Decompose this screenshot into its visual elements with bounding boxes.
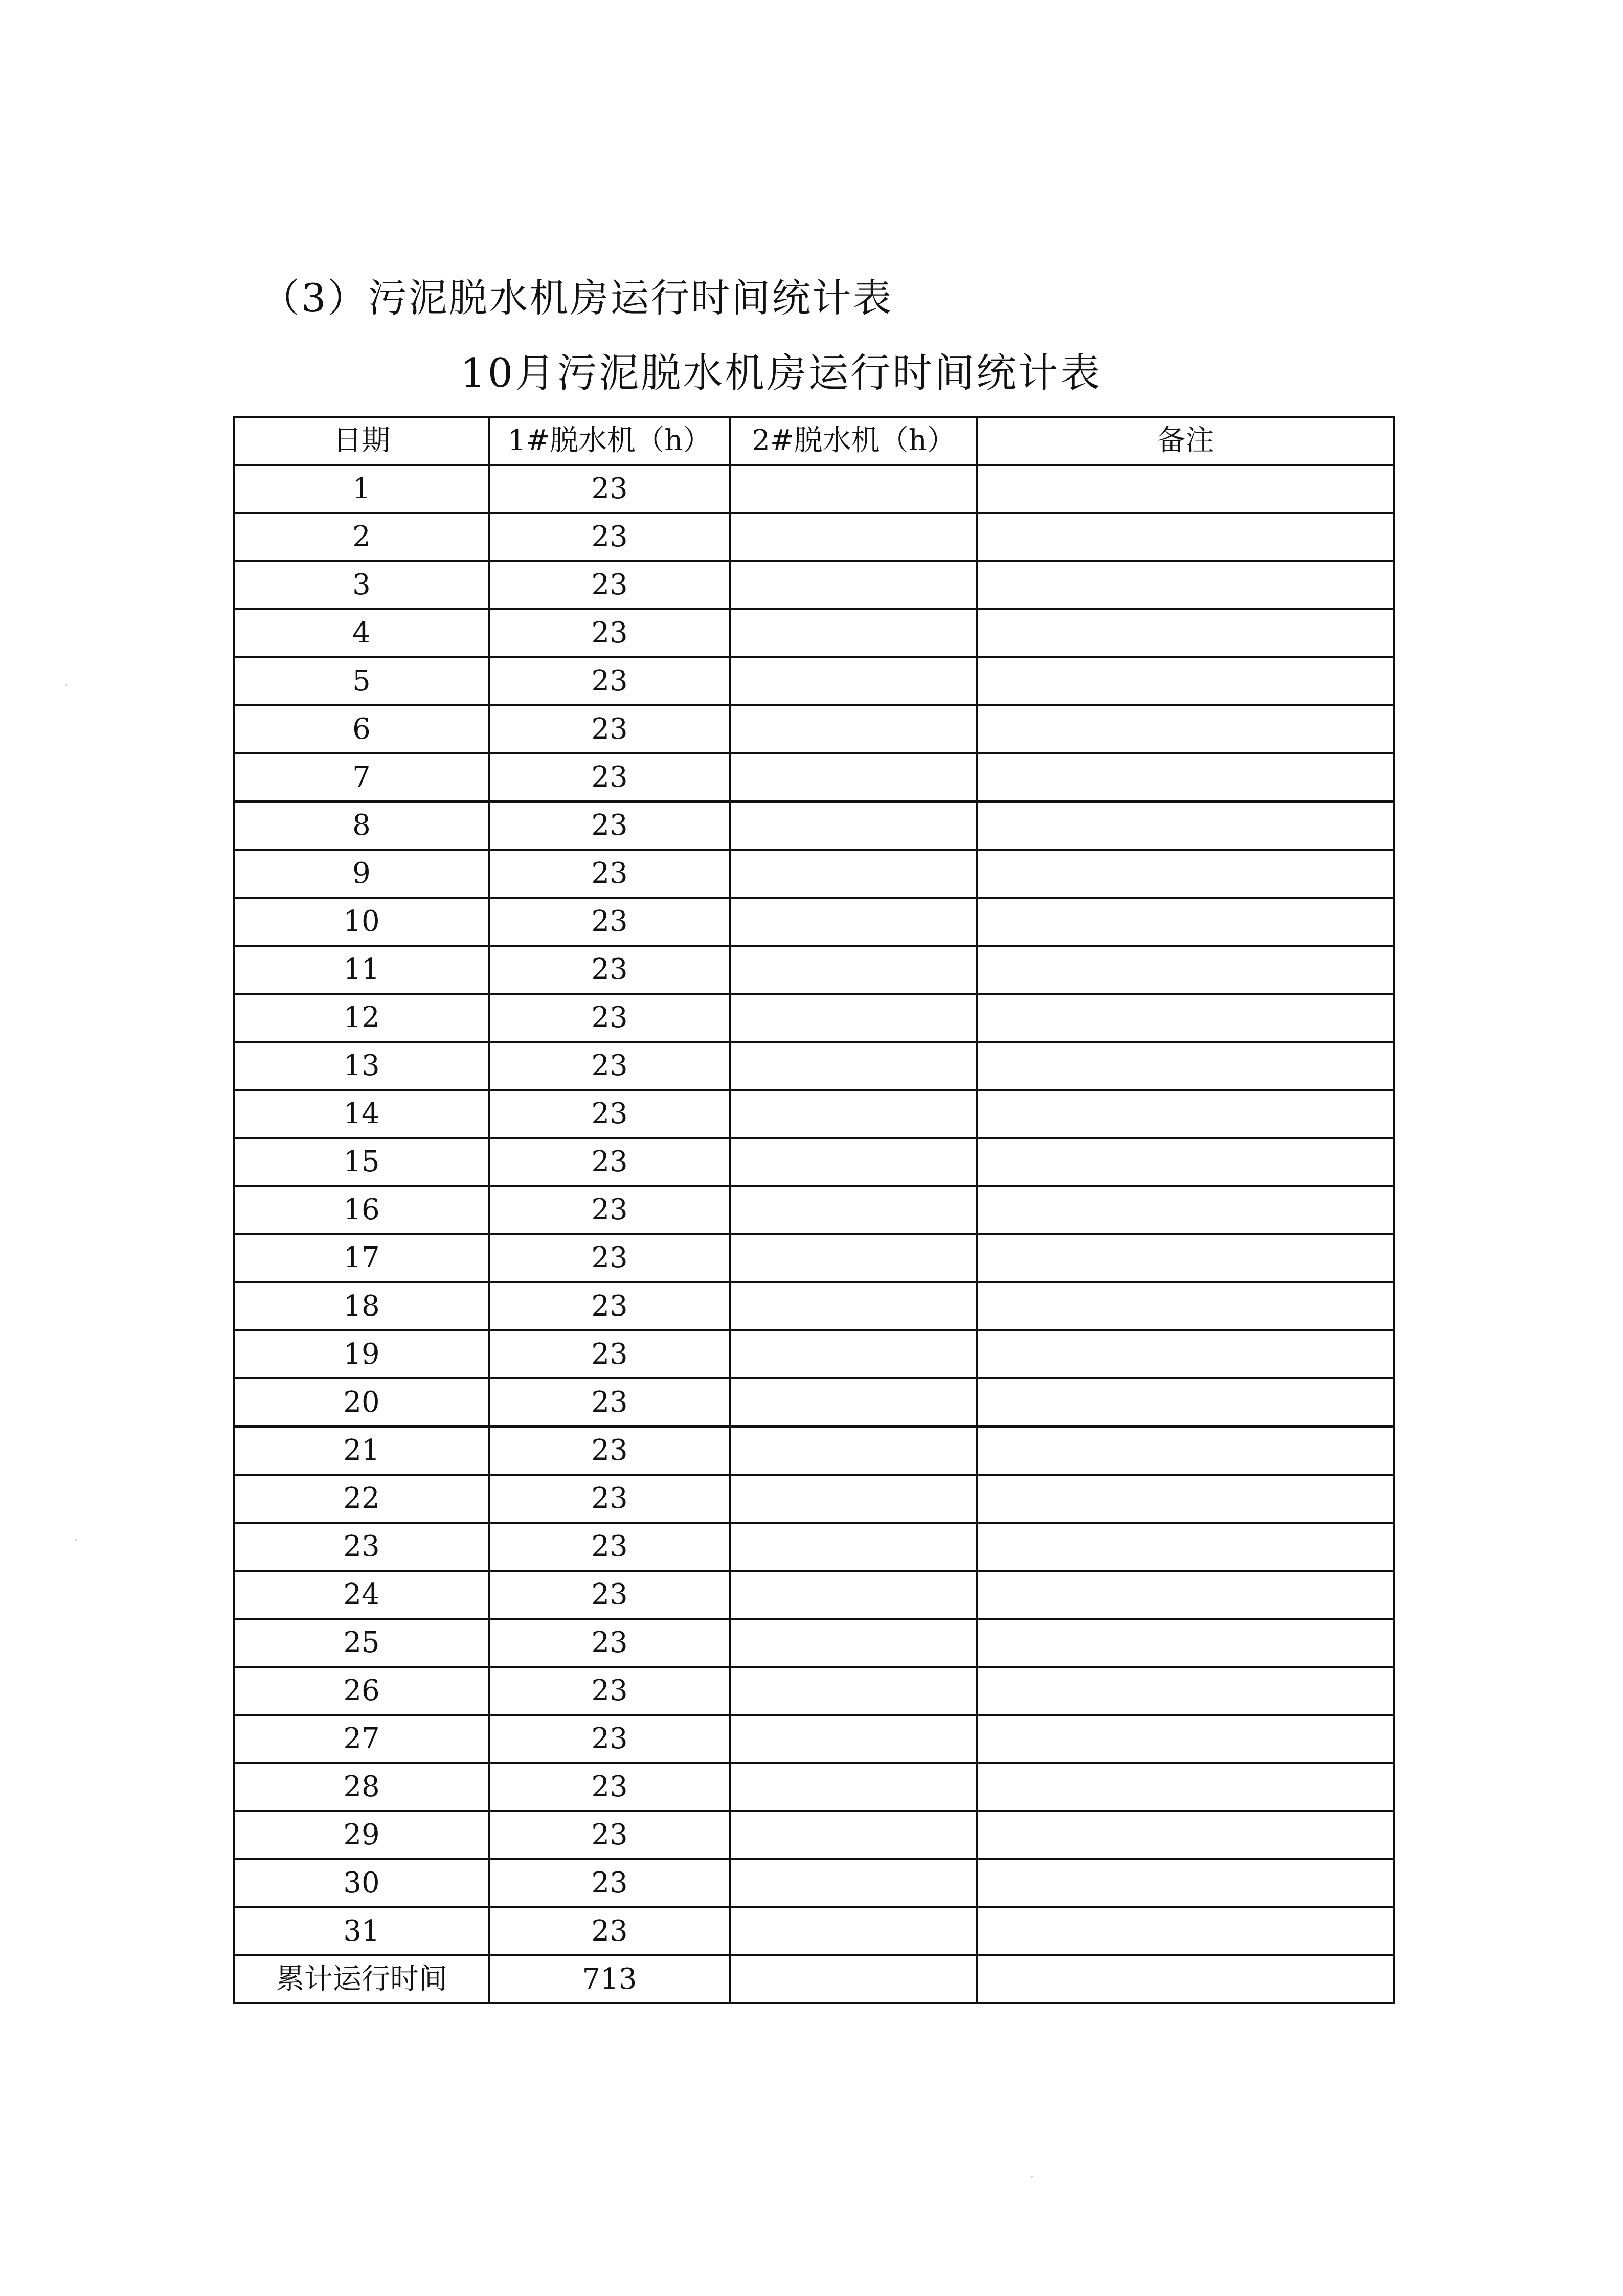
section-heading: （3）污泥脱水机房运行时间统计表 (261, 275, 893, 321)
date-cell: 11 (234, 946, 489, 994)
remarks-cell (977, 1282, 1394, 1330)
date-cell: 7 (234, 753, 489, 801)
machine-1-hours-cell: 23 (489, 1907, 730, 1955)
date-cell: 15 (234, 1138, 489, 1186)
table-row (234, 705, 1394, 753)
table-row (234, 1090, 1394, 1138)
machine-2-hours-cell (730, 1523, 977, 1571)
machine-2-hours-cell (730, 513, 977, 561)
table-row (234, 561, 1394, 609)
table-row (234, 1042, 1394, 1090)
machine-1-hours-cell: 23 (489, 753, 730, 801)
column-header-remarks: 备注 (977, 417, 1394, 465)
date-cell: 23 (234, 1523, 489, 1571)
date-cell: 24 (234, 1571, 489, 1619)
machine-1-hours-cell: 23 (489, 850, 730, 898)
machine-2-hours-cell (730, 657, 977, 705)
date-cell: 22 (234, 1475, 489, 1523)
machine-1-hours-cell: 23 (489, 1619, 730, 1667)
table-row (234, 1715, 1394, 1763)
machine-1-hours-cell: 23 (489, 1859, 730, 1907)
date-cell: 29 (234, 1811, 489, 1859)
table-row (234, 1523, 1394, 1571)
machine-1-hours-cell: 23 (489, 801, 730, 850)
date-cell: 3 (234, 561, 489, 609)
machine-1-hours-cell: 23 (489, 1138, 730, 1186)
machine-2-hours-cell (730, 1234, 977, 1282)
remarks-cell (977, 465, 1394, 513)
machine-2-hours-cell (730, 801, 977, 850)
date-cell: 19 (234, 1330, 489, 1378)
date-cell: 4 (234, 609, 489, 657)
machine-2-hours-cell (730, 1667, 977, 1715)
date-cell: 28 (234, 1763, 489, 1811)
date-cell: 14 (234, 1090, 489, 1138)
remarks-cell (977, 609, 1394, 657)
date-cell: 13 (234, 1042, 489, 1090)
remarks-cell (977, 1138, 1394, 1186)
machine-2-hours-cell (730, 946, 977, 994)
table-row (234, 994, 1394, 1042)
machine-2-hours-cell (730, 1042, 977, 1090)
machine-1-hours-cell: 23 (489, 513, 730, 561)
machine-2-hours-cell (730, 1475, 977, 1523)
machine-1-hours-cell: 23 (489, 1715, 730, 1763)
machine-2-hours-cell (730, 705, 977, 753)
date-cell: 26 (234, 1667, 489, 1715)
machine-2-hours-cell (730, 1426, 977, 1475)
table-row (234, 1859, 1394, 1907)
machine-1-hours-cell: 23 (489, 1763, 730, 1811)
date-cell: 9 (234, 850, 489, 898)
remarks-cell (977, 946, 1394, 994)
remarks-cell (977, 1763, 1394, 1811)
machine-1-hours-cell: 23 (489, 994, 730, 1042)
machine-1-hours-cell: 23 (489, 705, 730, 753)
table-row (234, 609, 1394, 657)
column-header-dewatering-machine-2: 2#脱水机（h） (730, 417, 977, 465)
date-cell: 5 (234, 657, 489, 705)
table-row (234, 753, 1394, 801)
date-cell: 27 (234, 1715, 489, 1763)
total-machine-2-hours-cell (730, 1955, 977, 2003)
date-cell: 2 (234, 513, 489, 561)
machine-2-hours-cell (730, 1619, 977, 1667)
table-row (234, 513, 1394, 561)
date-cell: 8 (234, 801, 489, 850)
machine-1-hours-cell: 23 (489, 1234, 730, 1282)
date-cell: 20 (234, 1378, 489, 1426)
date-cell: 1 (234, 465, 489, 513)
machine-1-hours-cell: 23 (489, 465, 730, 513)
table-row (234, 1475, 1394, 1523)
runtime-statistics-table (233, 416, 1395, 2004)
machine-2-hours-cell (730, 1090, 977, 1138)
table-row (234, 850, 1394, 898)
machine-2-hours-cell (730, 1330, 977, 1378)
machine-1-hours-cell: 23 (489, 1426, 730, 1475)
machine-2-hours-cell (730, 850, 977, 898)
remarks-cell (977, 1186, 1394, 1234)
table-row (234, 657, 1394, 705)
remarks-cell (977, 898, 1394, 946)
remarks-cell (977, 657, 1394, 705)
machine-2-hours-cell (730, 1138, 977, 1186)
table-row (234, 1426, 1394, 1475)
date-cell: 18 (234, 1282, 489, 1330)
date-cell: 25 (234, 1619, 489, 1667)
remarks-cell (977, 1523, 1394, 1571)
remarks-cell (977, 1571, 1394, 1619)
table-row (234, 1907, 1394, 1955)
machine-2-hours-cell (730, 465, 977, 513)
remarks-cell (977, 561, 1394, 609)
date-cell: 17 (234, 1234, 489, 1282)
table-row (234, 1378, 1394, 1426)
date-cell: 21 (234, 1426, 489, 1475)
machine-1-hours-cell: 23 (489, 561, 730, 609)
column-header-dewatering-machine-1: 1#脱水机（h） (489, 417, 730, 465)
machine-1-hours-cell: 23 (489, 609, 730, 657)
header-row (234, 417, 1394, 465)
table-body (234, 465, 1394, 2003)
machine-2-hours-cell (730, 898, 977, 946)
table-row (234, 1811, 1394, 1859)
machine-1-hours-cell: 23 (489, 1667, 730, 1715)
remarks-cell (977, 705, 1394, 753)
table-row (234, 1138, 1394, 1186)
remarks-cell (977, 513, 1394, 561)
machine-2-hours-cell (730, 753, 977, 801)
machine-2-hours-cell (730, 1378, 977, 1426)
remarks-cell (977, 801, 1394, 850)
machine-1-hours-cell: 23 (489, 946, 730, 994)
remarks-cell (977, 1475, 1394, 1523)
machine-1-hours-cell: 23 (489, 1282, 730, 1330)
table-row (234, 946, 1394, 994)
machine-2-hours-cell (730, 1282, 977, 1330)
remarks-cell (977, 1667, 1394, 1715)
table-row (234, 1186, 1394, 1234)
machine-2-hours-cell (730, 1859, 977, 1907)
machine-1-hours-cell: 23 (489, 1571, 730, 1619)
table-row (234, 465, 1394, 513)
total-row (234, 1955, 1394, 2003)
scan-speck (1031, 2176, 1033, 2178)
total-machine-1-hours-cell: 713 (489, 1955, 730, 2003)
machine-2-hours-cell (730, 1763, 977, 1811)
remarks-cell (977, 1378, 1394, 1426)
remarks-cell (977, 1426, 1394, 1475)
table-row (234, 1619, 1394, 1667)
machine-1-hours-cell: 23 (489, 1186, 730, 1234)
machine-1-hours-cell: 23 (489, 1475, 730, 1523)
machine-2-hours-cell (730, 609, 977, 657)
machine-1-hours-cell: 23 (489, 1523, 730, 1571)
total-label-cell: 累计运行时间 (234, 1955, 489, 2003)
machine-2-hours-cell (730, 1571, 977, 1619)
remarks-cell (977, 1715, 1394, 1763)
table-row (234, 1571, 1394, 1619)
remarks-cell (977, 1090, 1394, 1138)
machine-1-hours-cell: 23 (489, 657, 730, 705)
scan-speck (65, 684, 67, 686)
machine-1-hours-cell: 23 (489, 1330, 730, 1378)
table-row (234, 1763, 1394, 1811)
machine-1-hours-cell: 23 (489, 898, 730, 946)
machine-2-hours-cell (730, 1811, 977, 1859)
remarks-cell (977, 1234, 1394, 1282)
machine-1-hours-cell: 23 (489, 1042, 730, 1090)
table-row (234, 1330, 1394, 1378)
total-remarks-cell (977, 1955, 1394, 2003)
remarks-cell (977, 1619, 1394, 1667)
machine-2-hours-cell (730, 1186, 977, 1234)
table-title: 10月污泥脱水机房运行时间统计表 (460, 350, 1102, 396)
table-row (234, 898, 1394, 946)
remarks-cell (977, 1042, 1394, 1090)
remarks-cell (977, 1907, 1394, 1955)
remarks-cell (977, 1811, 1394, 1859)
machine-2-hours-cell (730, 561, 977, 609)
machine-1-hours-cell: 23 (489, 1811, 730, 1859)
remarks-cell (977, 994, 1394, 1042)
table-row (234, 801, 1394, 850)
date-cell: 10 (234, 898, 489, 946)
machine-1-hours-cell: 23 (489, 1378, 730, 1426)
date-cell: 31 (234, 1907, 489, 1955)
date-cell: 16 (234, 1186, 489, 1234)
date-cell: 6 (234, 705, 489, 753)
machine-2-hours-cell (730, 1715, 977, 1763)
remarks-cell (977, 753, 1394, 801)
remarks-cell (977, 1330, 1394, 1378)
table-row (234, 1282, 1394, 1330)
machine-2-hours-cell (730, 1907, 977, 1955)
machine-2-hours-cell (730, 994, 977, 1042)
remarks-cell (977, 850, 1394, 898)
table-header (234, 417, 1394, 465)
machine-1-hours-cell: 23 (489, 1090, 730, 1138)
table-row (234, 1234, 1394, 1282)
remarks-cell (977, 1859, 1394, 1907)
date-cell: 12 (234, 994, 489, 1042)
column-header-date: 日期 (234, 417, 489, 465)
table-row (234, 1667, 1394, 1715)
date-cell: 30 (234, 1859, 489, 1907)
scan-speck (75, 1539, 77, 1541)
